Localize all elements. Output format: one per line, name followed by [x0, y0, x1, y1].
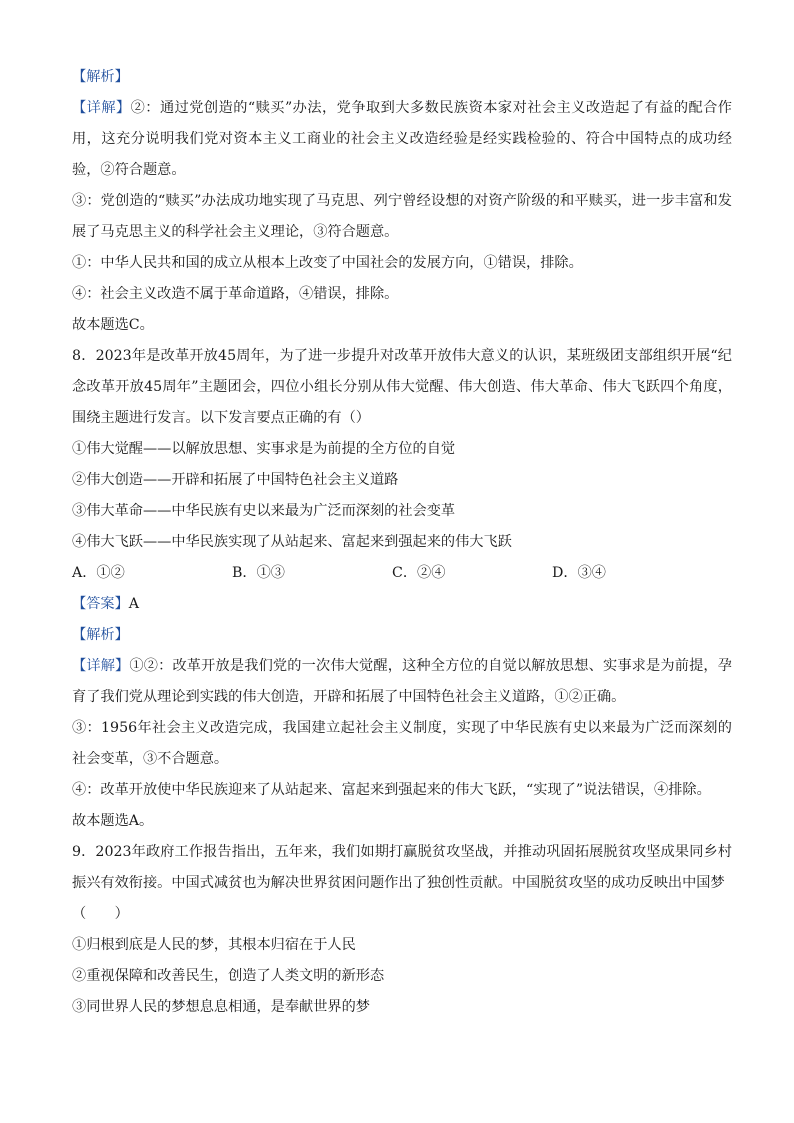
conclusion-8: 故本题选A。: [72, 813, 154, 829]
option-b: B．①③: [232, 565, 285, 581]
question-8-options: [72, 558, 732, 589]
detail-paragraph: [72, 93, 732, 186]
analysis-point-3: ③：党创造的“赎买”办法成功地实现了马克思、列宁曾经设想的对资产阶级的和平赎买，进一步丰富和发展了马克思主义的科学社会主义理论，③符合题意。: [72, 193, 732, 240]
question-9-blank: （ ）: [72, 906, 129, 922]
detail-paragraph-8: [72, 651, 732, 713]
option-d: D．③④: [552, 565, 606, 581]
option-c: C．②④: [392, 565, 446, 581]
question-9-item-2: ②重视保障和改善民生，创造了人类文明的新形态: [72, 968, 385, 984]
analysis-heading-8: [72, 620, 732, 651]
question-8-item-2: ②伟大创造——开辟和拓展了中国特色社会主义道路: [72, 472, 399, 488]
analysis-tag-8: 【解析】: [72, 627, 129, 643]
analysis-point-1: ①：中华人民共和国的成立从根本上改变了中国社会的发展方向，①错误，排除。: [72, 255, 583, 271]
question-8-item-1: ①伟大觉醒——以解放思想、实事求是为前提的全方位的自觉: [72, 441, 456, 457]
answer-line: [72, 589, 732, 620]
answer-tag: 【答案】: [72, 596, 129, 612]
detail-tag: 【详解】: [72, 100, 131, 116]
question-8-stem: 8．2023年是改革开放45周年，为了进一步提升对改革开放伟大意义的认识，某班级团支部组织开展“纪念改革开放45周年”主题团会，四位小组长分别从伟大觉醒、伟大创造、伟大革命、伟大飞跃四个角度，围绕主题进行发言。以下发言要点正确的有（）: [72, 348, 732, 426]
analysis-point-4: ④：社会主义改造不属于革命道路，④错误，排除。: [72, 286, 399, 302]
question-8-item-4: ④伟大飞跃——中华民族实现了从站起来、富起来到强起来的伟大飞跃: [72, 534, 512, 550]
answer-value: A: [128, 596, 140, 612]
question-9-stem: 9．2023年政府工作报告指出，五年来，我们如期打赢脱贫攻坚战，并推动巩固拓展脱贫攻坚成果同乡村振兴有效衔接。中国式减贫也为解决世界贫困问题作出了独创性贡献。中国脱贫攻坚的成功反映出中国梦: [72, 844, 732, 891]
conclusion: 故本题选C。: [72, 317, 154, 333]
option-a: A．①②: [72, 565, 125, 581]
analysis-heading: [72, 62, 732, 93]
analysis-tag: 【解析】: [72, 69, 129, 85]
detail-tag-8: 【详解】: [72, 658, 130, 674]
detail-text-8: ①②：改革开放是我们党的一次伟大觉醒，这种全方位的自觉以解放思想、实事求是为前提，孕育了我们党从理论到实践的伟大创造，开辟和拓展了中国特色社会主义道路，①②正确。: [72, 658, 732, 705]
document-page: [72, 62, 732, 1023]
question-9-item-1: ①归根到底是人民的梦，其根本归宿在于人民: [72, 937, 356, 953]
detail-text: ②：通过党创造的“赎买”办法，党争取到大多数民族资本家对社会主义改造起了有益的配合作用，这充分说明我们党对资本主义工商业的社会主义改造经验是经实践检验的、符合中国特点的成功经验，②符合题意。: [72, 100, 732, 178]
analysis-8-point-3: ③：1956年社会主义改造完成，我国建立起社会主义制度，实现了中华民族有史以来最为广泛而深刻的社会变革，③不合题意。: [72, 720, 732, 767]
question-9-item-3: ③同世界人民的梦想息息相通，是奉献世界的梦: [72, 999, 370, 1015]
question-8-item-3: ③伟大革命——中华民族有史以来最为广泛而深刻的社会变革: [72, 503, 456, 519]
analysis-8-point-4: ④：改革开放使中华民族迎来了从站起来、富起来到强起来的伟大飞跃，“实现了”说法错误，④排除。: [72, 782, 711, 798]
